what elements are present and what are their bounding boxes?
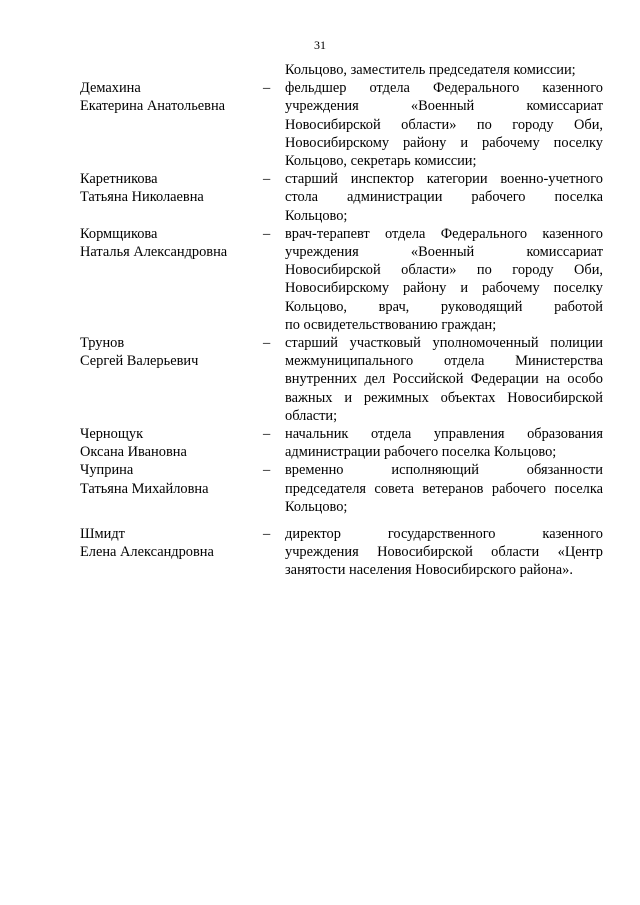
description-line: Новосибирской области» по городу Оби, xyxy=(285,116,603,133)
member-dash: – xyxy=(263,171,271,188)
member-dash: – xyxy=(263,462,271,479)
member-given-names: Наталья Александровна xyxy=(80,244,228,261)
page-number: 31 xyxy=(314,38,326,52)
member-name xyxy=(80,525,260,561)
member-surname: Шмидт xyxy=(80,526,125,543)
member-entry xyxy=(0,425,640,461)
commission-member-list xyxy=(0,61,640,580)
member-entry xyxy=(0,334,640,425)
description-line: Новосибирскому району и рабочему поселку xyxy=(285,134,603,151)
member-given-names: Оксана Ивановна xyxy=(80,444,187,461)
member-given-names: Татьяна Николаевна xyxy=(80,189,204,206)
description-line: фельдшер отдела Федерального казенного xyxy=(285,80,603,97)
description-line: стола администрации рабочего поселка xyxy=(285,189,603,206)
description-line: межмуниципального отдела Министерства xyxy=(285,353,603,370)
description-line: врач-терапевт отдела Федерального казенного xyxy=(285,225,603,242)
description-line: по освидетельствованию граждан; xyxy=(285,316,497,333)
description-line: внутренних дел Российской Федерации на особо xyxy=(285,371,603,388)
member-name xyxy=(80,425,260,461)
member-entry xyxy=(0,170,640,225)
member-description xyxy=(285,334,603,425)
description-line: Кольцово, секретарь комиссии; xyxy=(285,153,477,170)
member-name xyxy=(80,461,260,497)
description-line: начальник отдела управления образования xyxy=(285,426,603,443)
description-line: занятости населения Новосибирского района». xyxy=(285,562,573,579)
member-given-names: Екатерина Анатольевна xyxy=(80,98,226,115)
member-dash: – xyxy=(263,225,271,242)
member-entry xyxy=(0,225,640,334)
description-line: Кольцово, врач, руководящий работой xyxy=(285,298,603,315)
description-line: администрации рабочего поселка Кольцово; xyxy=(285,444,557,461)
member-description xyxy=(285,225,603,334)
description-line: важных и режимных объектах Новосибирской xyxy=(285,389,603,406)
member-entry xyxy=(0,525,640,580)
member-dash: – xyxy=(263,80,271,97)
description-line: учреждения «Военный комиссариат xyxy=(285,98,603,115)
description-line: старший участковый уполномоченный полиции xyxy=(285,335,603,352)
description-line: Новосибирской области» по городу Оби, xyxy=(285,262,603,279)
description-line: председателя совета ветеранов рабочего поселка xyxy=(285,480,603,497)
continuation-line: Кольцово, заместитель председателя комиссии; xyxy=(285,62,576,78)
description-line: Кольцово; xyxy=(285,498,348,515)
member-description xyxy=(285,525,603,580)
description-line: Новосибирскому району и рабочему поселку xyxy=(285,280,603,297)
member-surname: Демахина xyxy=(80,80,141,97)
description-line: Кольцово; xyxy=(285,207,348,224)
member-description xyxy=(285,79,603,170)
description-line: временно исполняющий обязанности xyxy=(285,462,603,479)
member-given-names: Татьяна Михайловна xyxy=(80,480,209,497)
member-dash: – xyxy=(263,335,271,352)
member-given-names: Елена Александровна xyxy=(80,544,214,561)
member-dash: – xyxy=(263,526,271,543)
member-name xyxy=(80,225,260,261)
member-description xyxy=(285,170,603,225)
member-name xyxy=(80,170,260,206)
member-given-names: Сергей Валерьевич xyxy=(80,353,199,370)
member-description xyxy=(285,425,603,461)
member-entry xyxy=(0,461,640,516)
member-entry xyxy=(0,79,640,170)
member-name xyxy=(80,334,260,370)
description-line: учреждения Новосибирской области «Центр xyxy=(285,544,603,561)
member-surname: Чернощук xyxy=(80,426,144,443)
member-description xyxy=(285,461,603,516)
description-line: директор государственного казенного xyxy=(285,526,603,543)
description-line: учреждения «Военный комиссариат xyxy=(285,244,603,261)
member-dash: – xyxy=(263,426,271,443)
member-name xyxy=(80,79,260,115)
member-surname: Чуприна xyxy=(80,462,134,479)
member-surname: Трунов xyxy=(80,335,125,352)
description-line: старший инспектор категории военно-учетного xyxy=(285,171,603,188)
member-surname: Каретникова xyxy=(80,171,158,188)
description-line: области; xyxy=(285,407,338,424)
member-surname: Кормщикова xyxy=(80,225,158,242)
